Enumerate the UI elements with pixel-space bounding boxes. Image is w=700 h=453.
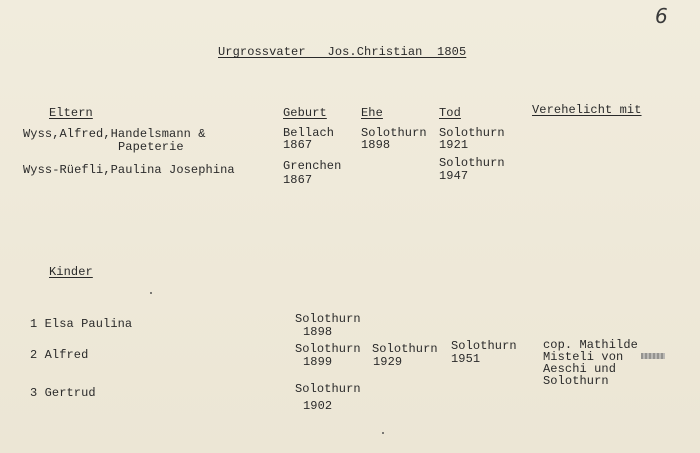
header-tod: Tod: [439, 106, 461, 120]
child-death-place: Solothurn: [451, 339, 517, 353]
child-spouse-line: Aeschi und: [543, 362, 617, 376]
child-spouse-line: Solothurn: [543, 374, 609, 388]
header-verehelicht: Verehelicht mit: [532, 103, 642, 117]
child-birth-place: Solothurn: [295, 312, 361, 326]
parent-birth-place: Bellach: [283, 126, 335, 140]
parent-death-year: 1921: [439, 138, 469, 152]
child-birth-place: Solothurn: [295, 342, 361, 356]
header-kinder: Kinder: [49, 265, 93, 279]
page-number: 6: [655, 4, 668, 28]
parent-marriage-year: 1898: [361, 138, 391, 152]
child-marriage-place: Solothurn: [372, 342, 438, 356]
parent-death-place: Solothurn: [439, 156, 505, 170]
parent-name: Wyss-Rüefli,Paulina Josephina: [23, 163, 235, 177]
parent-name: Wyss,Alfred,Handelsmann &: [23, 127, 206, 141]
child-spouse-line: cop. Mathilde: [543, 338, 638, 352]
page-title: Urgrossvater Jos.Christian 1805: [218, 45, 467, 59]
child-birth-year: 1902: [303, 399, 333, 413]
parent-birth-year: 1867: [283, 138, 313, 152]
child-birth-place: Solothurn: [295, 382, 361, 396]
child-birth-year: 1898: [303, 325, 333, 339]
header-eltern: Eltern: [49, 106, 93, 120]
typed-strikeout: [641, 353, 665, 359]
parent-birth-year: 1867: [283, 173, 313, 187]
header-geburt: Geburt: [283, 106, 327, 120]
child-marriage-year: 1929: [373, 355, 403, 369]
child-birth-year: 1899: [303, 355, 333, 369]
child-spouse-line: Misteli von: [543, 350, 624, 364]
paper-speck: [150, 292, 152, 294]
parent-name-line2: Papeterie: [118, 140, 184, 154]
child-death-year: 1951: [451, 352, 481, 366]
parent-birth-place: Grenchen: [283, 159, 342, 173]
child-name: 1 Elsa Paulina: [30, 317, 133, 331]
header-ehe: Ehe: [361, 106, 383, 120]
paper-speck: [382, 432, 384, 434]
child-name: 3 Gertrud: [30, 386, 96, 400]
parent-marriage-place: Solothurn: [361, 126, 427, 140]
child-name: 2 Alfred: [30, 348, 89, 362]
parent-death-place: Solothurn: [439, 126, 505, 140]
parent-death-year: 1947: [439, 169, 469, 183]
